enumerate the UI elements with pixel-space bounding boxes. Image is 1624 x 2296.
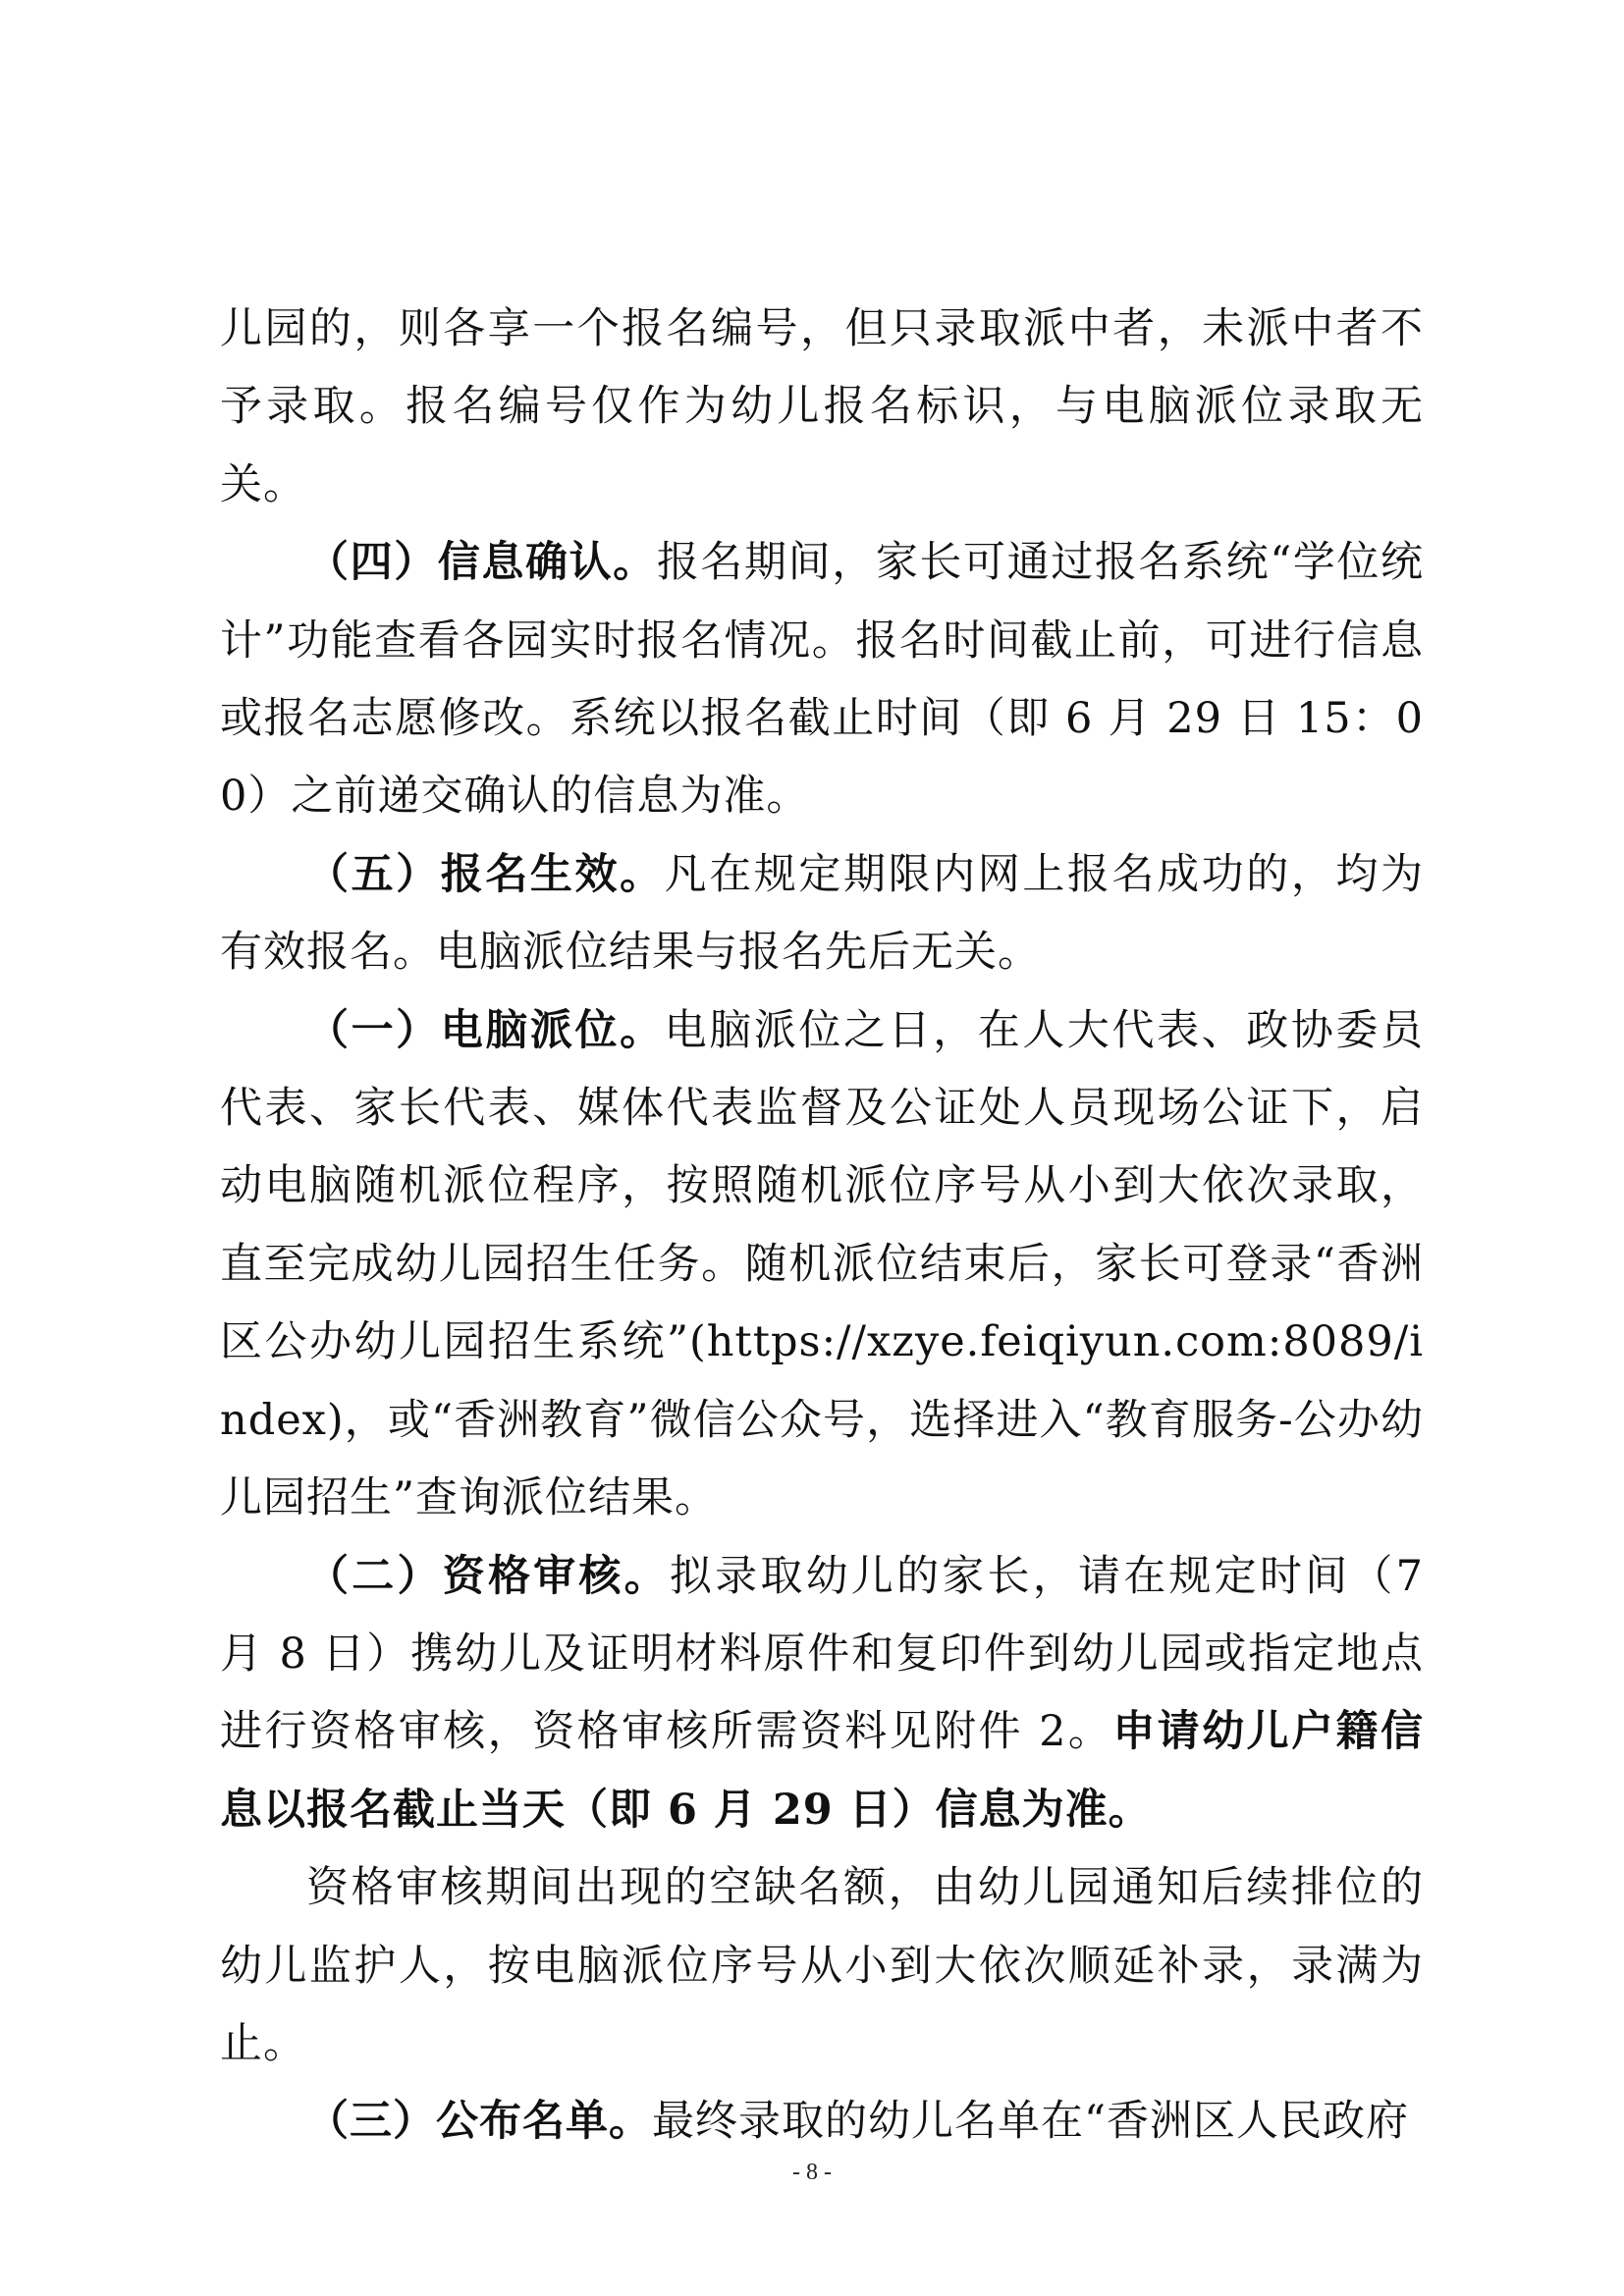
paragraph-text: 凡在规定期限内网上报名成功的，均为有效报名。电脑派位结果与报名先后无关。 (220, 849, 1425, 978)
paragraph-registration-effective (220, 836, 1424, 992)
paragraph-lead: （三）公布名单。 (306, 2097, 652, 2147)
paragraph-vacancy-fill (220, 1849, 1424, 2083)
paragraph-text: 电脑派位之日，在人大代表、政协委员代表、家长代表、媒体代表监督及公证处人员现场公证下，启动电脑随机派位程序，按照随机派位序号从小到大依次录取，直至完成幼儿园招生任务。随机派位结束后，家长可登录“香洲区公办幼儿园招生系统”(https://xzye.feiqiyun.com:8089/index)，或“香洲教育”微信公众号，选择进入“教育服务-公办幼儿园招生”查询派位结果。 (220, 1005, 1425, 1523)
paragraph-text: 资格审核期间出现的空缺名额，由幼儿园通知后续排位的幼儿监护人，按电脑派位序号从小到大依次顺延补录，录满为止。 (220, 1863, 1424, 2068)
paragraph-lead: （四）信息确认。 (306, 538, 657, 588)
paragraph-qualification-review (220, 1538, 1424, 1850)
document-body (220, 291, 1424, 2162)
paragraph-lead: （五）报名生效。 (306, 849, 665, 899)
paragraph-lead: （二）资格审核。 (306, 1551, 670, 1601)
paragraph-text: 最终录取的幼儿名单在“香洲区人民政府 (652, 2097, 1409, 2147)
paragraph-text: 报名期间，家长可通过报名系统“学位统计”功能查看各园实时报名情况。报名时间截止前，可进行信息或报名志愿修改。系统以报名截止时间（即 6 月 29 日 15：00）之前递交确认的信息为准。 (220, 538, 1425, 822)
paragraph-text: 拟录取幼儿的家长，请在规定时间（7 月 8 日）携幼儿及证明材料原件和复印件到幼儿园或指定地点进行资格审核，资格审核所需资料见附件 2。 (220, 1551, 1425, 1757)
paragraph-info-confirm (220, 524, 1424, 836)
paragraph-lead: （一）电脑派位。 (306, 1005, 665, 1055)
paragraph-computer-allocation (220, 992, 1424, 1538)
paragraph-text: 儿园的，则各享一个报名编号，但只录取派中者，未派中者不予录取。报名编号仅作为幼儿报名标识，与电脑派位录取无关。 (220, 304, 1424, 509)
paragraph-bold-note: 申请幼儿户籍信息以报名截止当天（即 6 月 29 日）信息为准。 (220, 1707, 1425, 1835)
paragraph-continuation (220, 291, 1424, 524)
page-number: - 8 - (792, 2160, 832, 2185)
paragraph-publish-list (220, 2083, 1424, 2161)
